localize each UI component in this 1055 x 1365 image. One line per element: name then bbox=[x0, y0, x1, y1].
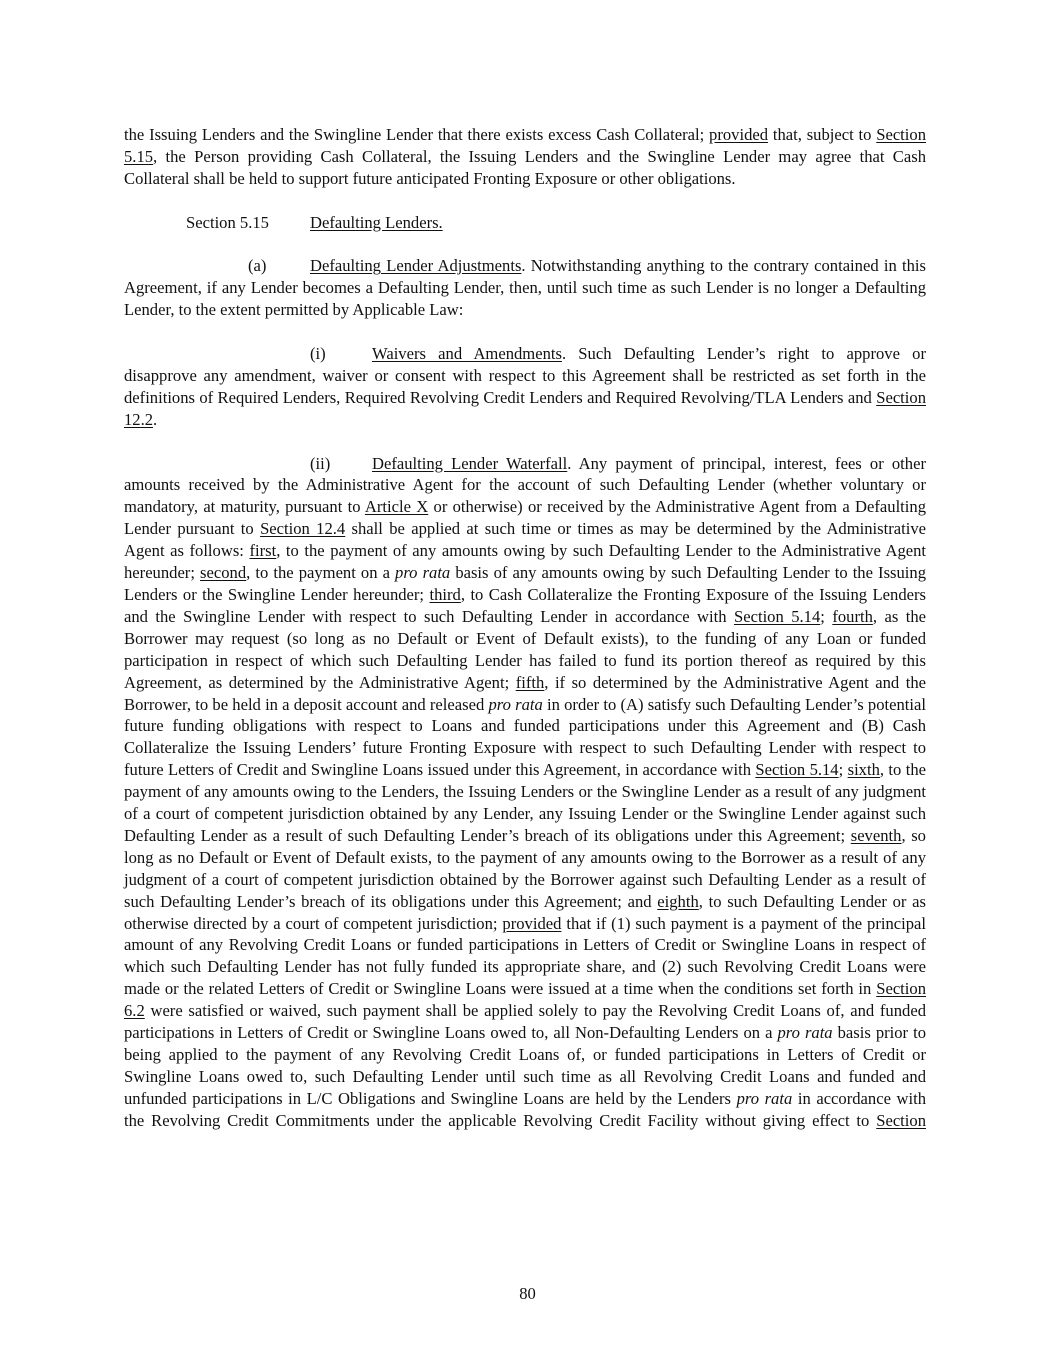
document-page bbox=[124, 124, 926, 1132]
text-run: basis of any amounts owing by such Defaulting Lender to the Issuing Lenders or the Swingline Lender hereunder; bbox=[124, 563, 926, 604]
text-run: . Any payment of principal, interest, fees or other amounts received by the Administrative Agent for the account of such Defaulting Lender (whether voluntary or mandatory, at maturity, pursuant to bbox=[124, 453, 926, 517]
section-number: Section 5.15 bbox=[186, 212, 269, 232]
text-run: in accordance with the Revolving Credit Commitments under the applicable Revolving Credit Facility without giving effect to bbox=[124, 1088, 927, 1130]
waterfall-eighth: eighth bbox=[657, 891, 699, 911]
pro-rata-term: pro rata bbox=[777, 1023, 833, 1043]
waterfall-second: second bbox=[200, 563, 247, 583]
waterfall-fourth: fourth bbox=[832, 606, 873, 626]
text-run: , to the payment of any amounts owing to the Lenders, the Issuing Lenders or the Swingline Lender as a result of any judgment of a court of competent jurisdiction obtained by any Lender, any Issuing Lender or the Swingline Lender against such Defaulting Lender as a result of such Defaulting Lender’s breach of its obligations under this Agreement; bbox=[124, 760, 926, 845]
text-run: , as the Borrower may request (so long as no Default or Event of Default exists), to the funding of any Loan or funded participation in respect of which such Defaulting Lender has failed to fund its portion thereof as required by this Agreement, as determined by the Administrative Agent; bbox=[124, 606, 927, 692]
paragraph-heading: Waivers and Amendments bbox=[372, 344, 562, 364]
pro-rata-term: pro rata bbox=[488, 694, 543, 714]
text-run: ; bbox=[838, 760, 848, 780]
pro-rata-term: pro rata bbox=[736, 1088, 793, 1108]
text-run: that, subject to bbox=[768, 125, 877, 144]
paragraph-a bbox=[124, 255, 926, 321]
text-run: , if so determined by the Administrative Agent and the Borrower, to be held in a deposit account and released bbox=[124, 672, 926, 714]
section-5-14-reference: Section 5.14 bbox=[734, 606, 821, 626]
text-run: , to Cash Collateralize the Fronting Exposure of the Issuing Lenders and the Swingline Lender with respect to such Defaulting Lender in accordance with bbox=[124, 584, 926, 626]
text-run: were satisfied or waived, such payment shall be applied solely to pay the Revolving Credit Loans of, and funded participations in Letters of Credit or Swingline Loans owed to, all Non-Defaulting Lenders on a bbox=[124, 1001, 926, 1043]
paragraph-spacer bbox=[124, 321, 926, 343]
section-5-15-reference: Section 5.15 bbox=[124, 125, 926, 166]
waterfall-first: first bbox=[249, 541, 277, 561]
paragraph-spacer bbox=[124, 431, 926, 453]
text-run: shall be applied at such time or times as may be determined by the Administrative Agent as follows: bbox=[124, 519, 926, 561]
article-x-reference: Article X bbox=[364, 497, 429, 517]
paragraph-heading: Defaulting Lender Adjustments bbox=[310, 256, 522, 276]
page-number: 80 bbox=[519, 1284, 536, 1303]
carryover-paragraph bbox=[124, 124, 926, 190]
pro-rata-term: pro rata bbox=[395, 563, 451, 583]
text-run: basis prior to being applied to the payment of any Revolving Credit Loans of, or funded participations in Letters of Credit or Swingline Loans owed to, such Defaulting Lender until such time as all Revolving Credit Loans and funded and unfunded participations in L/C Obligations and Swingline Loans are held by the Lenders bbox=[124, 1023, 926, 1108]
section-heading bbox=[124, 212, 926, 234]
provided-term: provided bbox=[709, 125, 769, 144]
waterfall-third: third bbox=[429, 584, 461, 604]
paragraph-ii bbox=[124, 453, 926, 1132]
section-12-4-reference: Section 12.4 bbox=[260, 519, 346, 539]
text-run: ; bbox=[820, 606, 833, 626]
text-run: . bbox=[153, 409, 158, 429]
section-title: Defaulting Lenders. bbox=[310, 212, 443, 232]
text-run: that if (1) such payment is a payment of the principal amount of any Revolving Credit Loans or funded participations in Letters of Credit or Swingline Loans in respect of which such Defaulting Lender has not fully funded its appropriate share, and (2) such Revolving Credit Loans were made or the related Letters of Credit or Swingline Loans were issued at a time when the conditions set forth in bbox=[124, 913, 926, 999]
paragraph-spacer bbox=[124, 234, 926, 256]
provided-term: provided bbox=[502, 913, 562, 933]
text-run: in order to (A) satisfy such Defaulting Lender’s potential future funding obligations with respect to Loans and funded participations under this Agreement and (B) Cash Collateralize the Issuing Lenders’ future Fronting Exposure with respect to such Defaulting Lender with respect to future Letters of Credit and Swingline Loans issued under this Agreement, in accordance with bbox=[124, 694, 926, 780]
paragraph-spacer bbox=[124, 190, 926, 212]
section-5-14-reference: Section 5.14 bbox=[755, 760, 839, 780]
text-run: , the Person providing Cash Collateral, the Issuing Lenders and the Swingline Lender may agree that Cash Collateral shall be held to support future anticipated Fronting Exposure or other obligations. bbox=[124, 146, 926, 188]
text-run: , to the payment on a bbox=[246, 563, 396, 583]
text-run: , so long as no Default or Event of Default exists, to the payment of any amounts owing to the Borrower as a result of any judgment of a court of competent jurisdiction obtained by the Borrower against such Defaulting Lender as a result of such Defaulting Lender’s breach of its obligations under this Agreement; and bbox=[124, 825, 926, 911]
text-run: . Notwithstanding anything to the contrary contained in this Agreement, if any Lender becomes a Defaulting Lender, then, until such time as such Lender is no longer a Defaulting Lender, to the extent permitted by Applicable Law: bbox=[124, 256, 926, 320]
text-run: or otherwise) or received by the Administrative Agent from a Defaulting Lender pursuant to bbox=[124, 497, 926, 539]
text-run: , to such Defaulting Lender or as otherwise directed by a court of competent jurisdiction; bbox=[124, 891, 926, 933]
waterfall-sixth: sixth bbox=[847, 760, 880, 780]
text-run: . Such Defaulting Lender’s right to approve or disapprove any amendment, waiver or consent with respect to this Agreement shall be restricted as set forth in the definitions of Required Lenders, Required Revolving Credit Lenders and Required Revolving/TLA Lenders and bbox=[124, 344, 926, 407]
section-reference-continued: Section bbox=[876, 1110, 926, 1130]
text-run: , to the payment of any amounts owing by such Defaulting Lender to the Administrative Agent hereunder; bbox=[124, 541, 927, 583]
section-6-2-reference: Section 6.2 bbox=[124, 979, 926, 1021]
section-12-2-reference: Section 12.2 bbox=[124, 387, 926, 429]
paragraph-i bbox=[124, 343, 926, 431]
paragraph-label: (a) bbox=[248, 256, 267, 276]
waterfall-seventh: seventh bbox=[850, 825, 902, 845]
waterfall-fifth: fifth bbox=[515, 672, 545, 692]
paragraph-label: (ii) bbox=[310, 453, 331, 473]
paragraph-heading: Defaulting Lender Waterfall bbox=[372, 453, 568, 473]
paragraph-label: (i) bbox=[310, 344, 326, 364]
text-run: the Issuing Lenders and the Swingline Lender that there exists excess Cash Collateral; bbox=[124, 125, 710, 144]
